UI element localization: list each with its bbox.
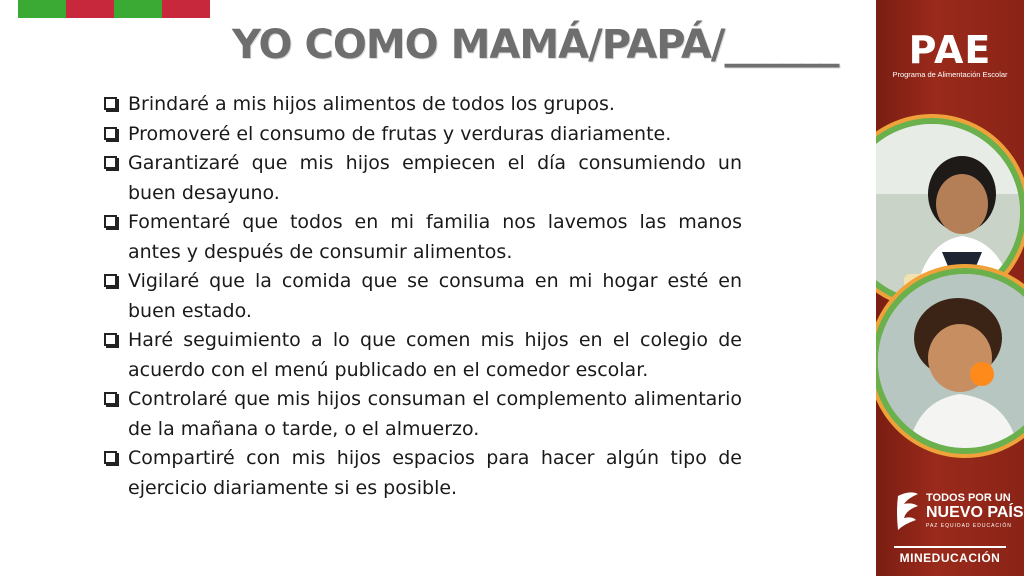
top-bar-segment-green-2 xyxy=(114,0,162,18)
boy-photo-image xyxy=(878,274,1024,448)
todos-line1: TODOS POR UN xyxy=(926,492,1011,504)
list-item-text: Garantizaré que mis hijos empiecen el día consumiendo un buen desayuno. xyxy=(128,152,742,204)
checkbox-bullet-icon xyxy=(104,392,117,405)
list-item-text: Haré seguimiento a lo que comen mis hijos en el colegio de acuerdo con el menú publicado en el comedor escolar. xyxy=(128,329,742,381)
checkbox-bullet-icon xyxy=(104,215,117,228)
list-item xyxy=(104,385,742,444)
todos-line3: PAZ EQUIDAD EDUCACIÓN xyxy=(926,523,1012,529)
checkbox-bullet-icon xyxy=(104,97,117,110)
slide-title: YO COMO MAMÁ/PAPÁ/______ xyxy=(232,22,839,68)
list-item xyxy=(104,120,742,150)
ministry-label: MINEDUCACIÓN xyxy=(899,551,1001,565)
top-bar-segment-green-1 xyxy=(18,0,66,18)
side-panel xyxy=(876,0,1024,576)
list-item xyxy=(104,444,742,503)
list-item-text: Controlaré que mis hijos consuman el complemento alimentario de la mañana o tarde, o el almuerzo. xyxy=(128,388,742,440)
checkbox-bullet-icon xyxy=(104,156,117,169)
flag-swoosh-icon xyxy=(894,490,920,530)
todos-line2: NUEVO PAÍS xyxy=(926,504,1024,521)
top-color-bar xyxy=(18,0,210,18)
list-item xyxy=(104,208,742,267)
checkbox-bullet-icon xyxy=(104,451,117,464)
checkbox-bullet-icon xyxy=(104,333,117,346)
list-item-text: Fomentaré que todos en mi familia nos lavemos las manos antes y después de consumir alimentos. xyxy=(128,211,742,263)
pae-logo-text: PAE xyxy=(908,28,992,72)
checkbox-bullet-icon xyxy=(104,127,117,140)
list-item xyxy=(104,326,742,385)
student-photo-boy xyxy=(876,268,1024,454)
top-bar-segment-red-1 xyxy=(66,0,114,18)
list-item xyxy=(104,149,742,208)
list-item-text: Compartiré con mis hijos espacios para hacer algún tipo de ejercicio diariamente si es posible. xyxy=(128,447,742,499)
list-item-text: Brindaré a mis hijos alimentos de todos los grupos. xyxy=(128,93,615,115)
list-item-text: Vigilaré que la comida que se consuma en mi hogar esté en buen estado. xyxy=(128,270,742,322)
pae-logo xyxy=(876,30,1024,79)
list-item xyxy=(104,90,742,120)
commitments-list xyxy=(104,90,742,503)
list-item-text: Promoveré el consumo de frutas y verduras diariamente. xyxy=(128,122,672,145)
checkbox-bullet-icon xyxy=(104,274,117,287)
pae-logo-subtitle: Programa de Alimentación Escolar xyxy=(892,70,1008,79)
divider xyxy=(894,546,1006,548)
list-item xyxy=(104,267,742,326)
top-bar-segment-red-2 xyxy=(162,0,210,18)
